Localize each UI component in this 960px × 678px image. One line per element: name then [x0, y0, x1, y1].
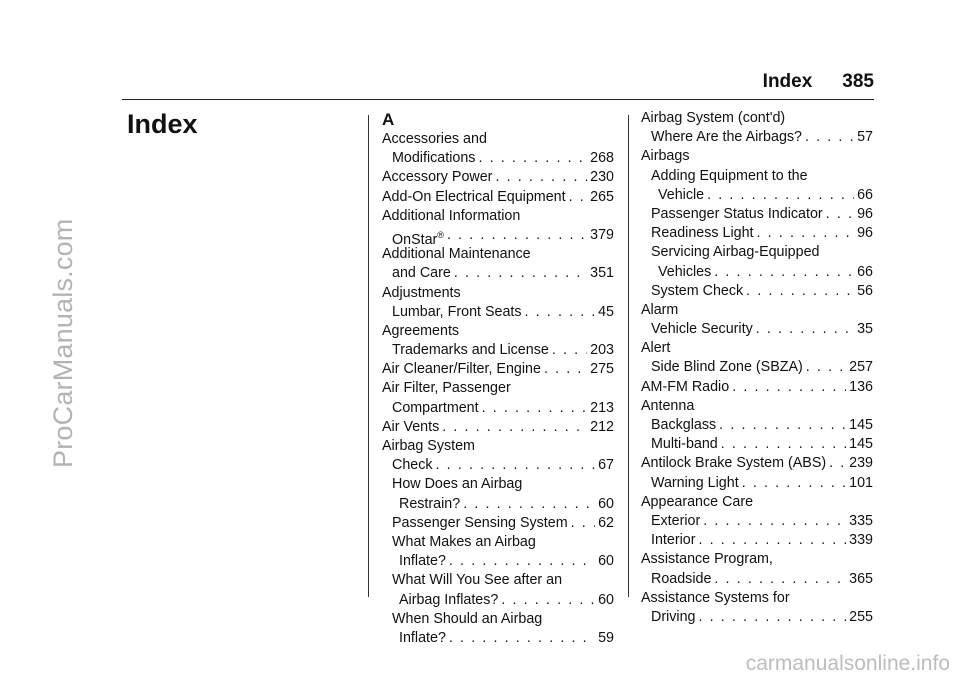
index-entry — [382, 303, 614, 322]
index-entry-label: Accessories and — [382, 131, 487, 147]
index-entry — [641, 550, 873, 569]
index-entry — [382, 495, 614, 514]
index-entry-text — [392, 226, 444, 248]
index-entry-text — [641, 109, 785, 128]
index-page-link[interactable]: 60 — [598, 591, 614, 608]
index-entry-text — [641, 339, 670, 358]
index-entry-text — [382, 379, 511, 398]
index-entry — [382, 207, 614, 226]
dot-leader — [703, 512, 846, 531]
index-entry-label: Airbag Inflates? — [399, 591, 499, 608]
dot-leader — [571, 514, 595, 533]
index-entry-text — [641, 550, 773, 569]
dot-leader — [714, 263, 854, 282]
dot-leader — [805, 128, 854, 147]
index-page-link[interactable]: 365 — [849, 570, 873, 587]
header-rule — [122, 99, 874, 100]
index-entry-text — [382, 437, 475, 456]
side-watermark: ProCarManuals.com — [48, 218, 78, 468]
index-entry-text — [651, 243, 820, 262]
dot-leader — [552, 341, 587, 360]
index-entry — [382, 341, 614, 360]
index-entry-label: Inflate? — [399, 629, 446, 646]
index-page-link[interactable]: 351 — [590, 265, 614, 282]
index-entry — [382, 264, 614, 283]
index-page-link[interactable]: 136 — [849, 378, 873, 395]
index-entry-label: Air Cleaner/Filter, Engine — [382, 361, 541, 378]
dot-leader — [544, 360, 587, 379]
index-entry-text — [382, 284, 461, 303]
index-page-link[interactable]: 230 — [590, 169, 614, 186]
index-entry-text — [658, 263, 711, 282]
index-entry-text — [382, 245, 531, 264]
index-entry-text — [392, 475, 522, 494]
index-page-link[interactable]: 62 — [598, 514, 614, 531]
index-entry-label: Modifications — [392, 150, 476, 167]
index-page-link[interactable]: 339 — [849, 532, 873, 549]
index-page-link[interactable]: 213 — [590, 399, 614, 416]
index-entry-text — [651, 358, 803, 377]
index-entry-text — [399, 591, 498, 610]
index-entry-label: Interior — [651, 532, 696, 549]
index-entry-label: Lumbar, Front Seats — [392, 303, 522, 320]
index-entry-label: Restrain? — [399, 495, 461, 512]
index-entry — [641, 263, 873, 282]
index-entry — [382, 188, 614, 207]
dot-leader — [436, 456, 596, 475]
index-entry — [382, 322, 614, 341]
index-entry — [382, 437, 614, 456]
index-entry-text — [651, 224, 754, 243]
index-entry-label: Vehicle Security — [651, 321, 753, 338]
index-page-link[interactable]: 257 — [849, 359, 873, 376]
index-entry — [641, 167, 873, 186]
index-entry — [382, 130, 614, 149]
index-page-link[interactable]: 145 — [849, 436, 873, 453]
dot-leader — [719, 416, 846, 435]
index-entry-text — [399, 552, 446, 571]
index-entry-label: Airbags — [641, 148, 690, 165]
dot-leader — [826, 205, 854, 224]
index-entry-label: Alarm — [641, 301, 679, 318]
dot-leader — [525, 303, 596, 322]
column-divider-1 — [368, 115, 369, 597]
index-entry-text — [651, 320, 753, 339]
index-entry-label: Additional Information — [382, 207, 521, 224]
index-entry — [382, 514, 614, 533]
index-entry — [641, 282, 873, 301]
index-entry-text — [641, 397, 694, 416]
index-entry-text — [392, 456, 433, 475]
index-entry-text — [641, 301, 678, 320]
index-entry-label: Compartment — [392, 399, 479, 416]
index-page-link[interactable]: 101 — [849, 474, 873, 491]
index-entry — [641, 128, 873, 147]
dot-leader — [707, 186, 854, 205]
index-entry-label: AM-FM Radio — [641, 378, 730, 395]
index-entry-label: Readiness Light — [651, 225, 754, 242]
index-entry-label: Alert — [641, 340, 671, 357]
index-entry — [641, 224, 873, 243]
index-entry-text — [641, 589, 790, 608]
index-entry — [641, 454, 873, 473]
index-entry-label: Add-On Electrical Equipment — [382, 188, 566, 205]
index-entry-label: Servicing Airbag-Equipped — [651, 244, 820, 261]
index-entry-text — [641, 378, 729, 397]
header-section: Index — [762, 71, 813, 92]
index-page-link[interactable]: 265 — [590, 188, 614, 205]
index-entry-text — [382, 130, 487, 149]
index-entry-label: Driving — [651, 608, 696, 625]
dot-leader — [699, 531, 847, 550]
index-entry-text — [392, 533, 536, 552]
index-entry — [641, 531, 873, 550]
index-page-link[interactable]: 56 — [857, 282, 873, 299]
index-entry-label: Antilock Brake System (ABS) — [641, 455, 827, 472]
index-entry-label: Additional Maintenance — [382, 246, 531, 263]
index-entry — [641, 339, 873, 358]
index-entry-text — [382, 322, 459, 341]
index-entry-text — [382, 207, 520, 226]
index-entry-label: Exterior — [651, 512, 701, 529]
index-page-link[interactable]: 145 — [849, 417, 873, 433]
index-entry-text — [651, 416, 716, 435]
index-entry-text — [399, 495, 460, 514]
dot-leader — [495, 168, 587, 187]
index-entry-text — [392, 264, 451, 283]
index-entry — [641, 243, 873, 262]
dot-leader — [482, 399, 588, 418]
index-entry — [641, 512, 873, 531]
index-entry-text — [382, 418, 439, 437]
index-page-link[interactable]: 239 — [849, 455, 873, 472]
index-column-1 — [382, 109, 614, 648]
index-page-link[interactable]: 212 — [590, 418, 614, 435]
index-page-link[interactable]: 66 — [857, 263, 873, 280]
index-entry-text — [392, 399, 479, 418]
index-entry — [382, 610, 614, 629]
index-entry-text — [651, 282, 743, 301]
index-entry-label: How Does an Airbag — [392, 476, 523, 493]
page-title: Index — [127, 109, 198, 139]
dot-leader — [569, 188, 588, 207]
dot-leader — [714, 570, 846, 589]
index-entry-text — [392, 571, 562, 590]
index-entry — [641, 493, 873, 512]
index-entry-text — [641, 493, 753, 512]
index-entry-label: Assistance Systems for — [641, 589, 790, 606]
index-entry-label: What Will You See after an — [392, 572, 563, 589]
index-entry-label: Adjustments — [382, 284, 461, 301]
index-entry-text — [641, 454, 826, 473]
dot-leader — [447, 226, 587, 245]
dot-leader — [742, 474, 846, 493]
dot-leader — [501, 591, 595, 610]
index-entry — [382, 533, 614, 552]
index-entry — [382, 399, 614, 418]
dot-leader — [449, 629, 595, 648]
index-entry — [641, 435, 873, 454]
index-page-link[interactable]: 268 — [590, 150, 614, 167]
index-page-link[interactable]: 255 — [849, 608, 873, 625]
index-entry-label: Air Vents — [382, 418, 440, 435]
index-page-link[interactable]: 60 — [598, 553, 614, 570]
dot-leader — [806, 358, 846, 377]
index-entry — [382, 571, 614, 590]
index-entry-text — [392, 303, 522, 322]
index-page-link[interactable]: 96 — [857, 205, 873, 222]
column-divider-2 — [628, 115, 629, 597]
index-entry — [382, 168, 614, 187]
index-entry-label: Trademarks and License — [392, 342, 549, 359]
index-entry — [641, 608, 873, 627]
index-entry — [382, 418, 614, 437]
index-entry-label: Appearance Care — [641, 493, 754, 510]
index-entry-text — [651, 474, 739, 493]
index-page-link[interactable]: 66 — [857, 186, 873, 203]
index-entry-label: Side Blind Zone (SBZA) — [651, 359, 803, 376]
index-entry-label: Check — [392, 457, 433, 474]
dot-leader — [699, 608, 847, 627]
index-page-link[interactable]: 275 — [590, 361, 614, 378]
index-entry-text — [382, 188, 566, 207]
index-entry-label: Adding Equipment to the — [651, 167, 808, 184]
index-entry — [641, 186, 873, 205]
index-entry-text — [651, 435, 718, 454]
dot-leader — [829, 454, 846, 473]
index-entry — [641, 320, 873, 339]
index-entry-label: Assistance Program, — [641, 551, 773, 568]
index-entry-label: Warning Light — [651, 474, 739, 491]
index-entry — [641, 474, 873, 493]
index-entry-label: Inflate? — [399, 553, 446, 570]
index-entry — [641, 205, 873, 224]
index-entry — [641, 397, 873, 416]
index-entry — [641, 358, 873, 377]
index-page-link[interactable]: 96 — [857, 225, 873, 242]
index-entry-label: What Makes an Airbag — [392, 533, 536, 550]
index-page-link[interactable]: 35 — [857, 321, 873, 338]
index-letter-heading: A — [382, 110, 395, 129]
index-entry-text — [392, 341, 549, 360]
index-entry-label: Where Are the Airbags? — [651, 129, 802, 146]
index-entry-label: Vehicle — [658, 186, 705, 203]
index-entry — [382, 360, 614, 379]
index-entry-text — [651, 167, 808, 186]
index-entry — [382, 284, 614, 303]
index-entry-label: and Care — [392, 265, 451, 282]
index-entry-text — [651, 531, 696, 550]
index-entry — [382, 475, 614, 494]
index-page-link[interactable]: 379 — [590, 226, 614, 243]
index-entry — [382, 629, 614, 648]
index-entry-label: Airbag System — [382, 438, 475, 454]
index-entry-text — [651, 128, 802, 147]
index-entry-label: OnStar — [392, 231, 438, 248]
dot-leader — [442, 418, 587, 437]
header-page-number: 385 — [842, 71, 874, 92]
bottom-watermark: carmanualsonline.info — [745, 652, 950, 675]
dot-leader — [454, 264, 587, 283]
index-entry-label: Roadside — [651, 570, 712, 587]
index-entry-text — [658, 186, 704, 205]
index-entry — [641, 570, 873, 589]
index-page-link[interactable]: 67 — [598, 457, 614, 474]
index-entry — [641, 416, 873, 435]
index-entry-text — [651, 205, 823, 224]
dot-leader — [478, 149, 587, 168]
index-page-link[interactable]: 57 — [857, 129, 873, 146]
index-page-link[interactable]: 60 — [598, 495, 614, 512]
index-entry-label: System Check — [651, 282, 744, 299]
index-entry — [382, 591, 614, 610]
index-entry-label: Multi-band — [651, 436, 718, 453]
index-entry — [382, 456, 614, 475]
index-entry-label: Passenger Status Indicator — [651, 205, 823, 222]
index-entry-label: Backglass — [651, 417, 717, 433]
index-entry — [382, 149, 614, 168]
index-entry — [641, 109, 873, 128]
index-entry-label: Passenger Sensing System — [392, 514, 568, 531]
registered-mark: ® — [437, 229, 444, 240]
dot-leader — [463, 495, 595, 514]
index-entry-label: Antenna — [641, 397, 695, 414]
index-entry-label: When Should an Airbag — [392, 610, 543, 627]
index-entry — [641, 301, 873, 320]
index-entry-text — [392, 514, 568, 533]
index-entry-text — [651, 570, 711, 589]
dot-leader — [757, 224, 855, 243]
index-entry-text — [392, 149, 475, 168]
index-entry-text — [641, 147, 689, 166]
index-entry — [382, 245, 614, 264]
dot-leader — [732, 378, 846, 397]
index-page-link[interactable]: 59 — [598, 629, 614, 646]
dot-leader — [756, 320, 854, 339]
index-entry-text — [392, 610, 542, 629]
index-entry-text — [651, 608, 696, 627]
index-entry-label: Vehicles — [658, 263, 712, 280]
index-entry-label: Accessory Power — [382, 169, 493, 186]
index-column-2 — [641, 109, 873, 627]
page-header — [763, 71, 874, 93]
dot-leader — [721, 435, 846, 454]
index-entry-text — [651, 512, 700, 531]
index-page-link[interactable]: 203 — [590, 342, 614, 359]
index-entry — [641, 378, 873, 397]
index-entry-text — [382, 360, 541, 379]
dot-leader — [449, 552, 595, 571]
index-entry — [641, 589, 873, 608]
index-entry — [641, 147, 873, 166]
index-entry — [382, 379, 614, 398]
dot-leader — [746, 282, 854, 301]
index-page-link[interactable]: 45 — [598, 303, 614, 320]
index-entry-text — [399, 629, 446, 648]
index-entry-label: Airbag System (cont'd) — [641, 110, 786, 126]
index-page-link[interactable]: 335 — [849, 512, 873, 529]
index-entry — [382, 226, 614, 248]
index-entry-label: Agreements — [382, 322, 460, 339]
index-entry-text — [382, 168, 492, 187]
index-entry-label: Air Filter, Passenger — [382, 380, 511, 397]
index-entry — [382, 552, 614, 571]
